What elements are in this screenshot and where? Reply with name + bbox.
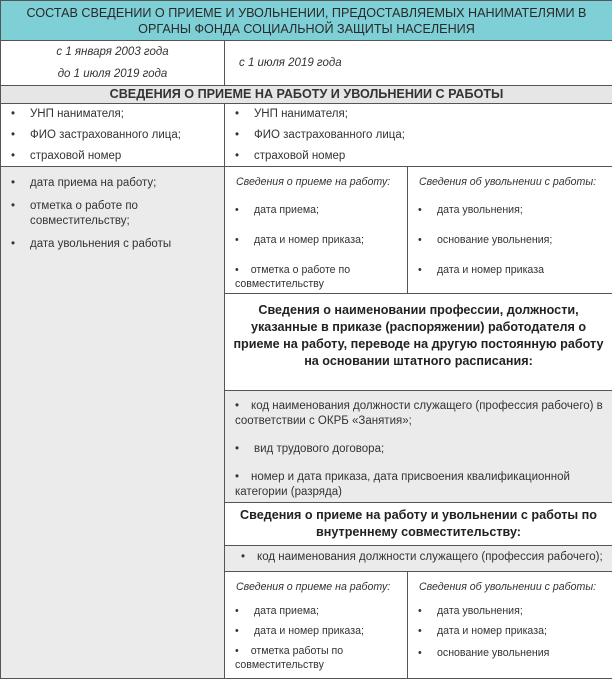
- list-item: • дата увольнения;: [408, 203, 612, 217]
- common-fields-new: [225, 104, 612, 167]
- period-new: с 1 июля 2019 года: [225, 41, 612, 86]
- profession-heading: Сведения о наименовании профессии, должности, указанные в приказе (распоряжении) работодателя о приеме на работу, переводе на другую постоянную работу на основании штатного расписания:: [225, 294, 612, 391]
- list-item: • номер и дата приказа, дата присвоения квалификационной категории (разряда): [225, 470, 612, 500]
- list-item: • УНП нанимателя;: [225, 107, 612, 122]
- list-item: • страховой номер: [225, 149, 612, 164]
- list-item: • дата увольнения;: [408, 604, 612, 618]
- list-item: • УНП нанимателя;: [1, 107, 224, 122]
- common-fields-old: [1, 104, 225, 167]
- list-item: • дата и номер приказа: [408, 263, 612, 277]
- list-item: • ФИО застрахованного лица;: [225, 128, 612, 143]
- internal-heading: Сведения о приеме на работу и увольнении с работы по внутреннему совместительству:: [225, 503, 612, 546]
- list-item: • отметка о работе по совместительству: [225, 263, 407, 291]
- list-item: • вид трудового договора;: [225, 442, 612, 457]
- list-item: • основание увольнения;: [408, 233, 612, 247]
- list-item: • основание увольнения: [408, 646, 612, 660]
- internal-dismissal-heading: Сведения об увольнении с работы:: [408, 572, 612, 594]
- list-item: • дата и номер приказа;: [225, 233, 407, 247]
- list-item: • дата и номер приказа;: [408, 624, 612, 638]
- list-item: • дата приема на работу;: [1, 176, 224, 191]
- period-old-start: с 1 января 2003 года: [1, 41, 224, 63]
- list-item: • отметка о работе по совместительству;: [1, 199, 224, 229]
- table-title: СОСТАВ СВЕДЕНИИ О ПРИЕМЕ И УВОЛЬНЕНИИ, ПРЕДОСТАВЛЯЕМЫХ НАНИМАТЕЛЯМИ В ОРГАНЫ ФОНДА СОЦИАЛЬНОЙ ЗАЩИТЫ НАСЕЛЕНИЯ: [1, 1, 612, 41]
- dismissal-info: [408, 167, 612, 294]
- list-item: • код наименования должности служащего (профессия рабочего);: [225, 550, 612, 565]
- old-period-fields: [1, 167, 225, 679]
- list-item: • ФИО застрахованного лица;: [1, 128, 224, 143]
- section-title: СВЕДЕНИЯ О ПРИЕМЕ НА РАБОТУ И УВОЛЬНЕНИИ С РАБОТЫ: [1, 86, 612, 104]
- period-old-end: до 1 июля 2019 года: [1, 63, 224, 85]
- internal-fields: [225, 546, 612, 572]
- list-item: • код наименования должности служащего (профессия рабочего) в соответствии с ОКРБ «Занятия»;: [225, 399, 612, 429]
- list-item: • дата приема;: [225, 604, 407, 618]
- internal-hire-info: [225, 572, 408, 679]
- list-item: • дата увольнения с работы: [1, 237, 224, 252]
- list-item: • страховой номер: [1, 149, 224, 164]
- hire-info: [225, 167, 408, 294]
- internal-dismissal-info: [408, 572, 612, 679]
- hire-heading: Сведения о приеме на работу:: [225, 167, 407, 189]
- list-item: • дата и номер приказа;: [225, 624, 407, 638]
- list-item: • отметка работы по совместительству: [225, 644, 407, 672]
- period-old: [1, 41, 225, 86]
- internal-hire-heading: Сведения о приеме на работу:: [225, 572, 407, 594]
- profession-fields: [225, 391, 612, 503]
- list-item: • дата приема;: [225, 203, 407, 217]
- dismissal-heading: Сведения об увольнении с работы:: [408, 167, 612, 189]
